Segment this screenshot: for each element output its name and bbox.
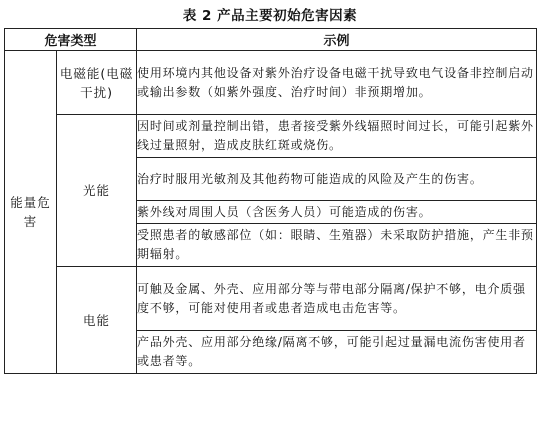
example-cell: 紫外线对周围人员（含医务人员）可能造成的伤害。 — [137, 201, 537, 224]
table-row — [5, 267, 537, 331]
table-header-row — [5, 29, 537, 51]
table-caption: 表 2 产品主要初始危害因素 — [182, 8, 358, 24]
example-cell: 使用环境内其他设备对紫外治疗设备电磁干扰导致电气设备非控制启动或输出参数（如紫外强度、治疗时间）非预期增加。 — [137, 51, 537, 115]
category-energy-hazard: 能量危害 — [5, 51, 57, 374]
table-row — [5, 115, 537, 158]
subcategory-light: 光能 — [57, 115, 137, 267]
subcategory-electromagnetic: 电磁能(电磁干扰) — [57, 51, 137, 115]
example-cell: 因时间或剂量控制出错，患者接受紫外线辐照时间过长，可能引起紫外线过量照射，造成皮肤红斑或烧伤。 — [137, 115, 537, 158]
subcategory-electric: 电能 — [57, 267, 137, 374]
example-cell: 可触及金属、外壳、应用部分等与带电部分隔离/保护不够，电介质强度不够，可能对使用者或患者造成电击危害等。 — [137, 267, 537, 331]
header-example: 示例 — [137, 29, 537, 51]
header-hazard-type: 危害类型 — [5, 29, 137, 51]
table-row — [5, 51, 537, 115]
example-cell: 治疗时服用光敏剂及其他药物可能造成的风险及产生的伤害。 — [137, 158, 537, 201]
hazard-table — [4, 28, 537, 374]
example-cell: 产品外壳、应用部分绝缘/隔离不够，可能引起过量漏电流伤害使用者或患者等。 — [137, 331, 537, 374]
example-cell: 受照患者的敏感部位（如：眼睛、生殖器）未采取防护措施，产生非预期辐射。 — [137, 224, 537, 267]
